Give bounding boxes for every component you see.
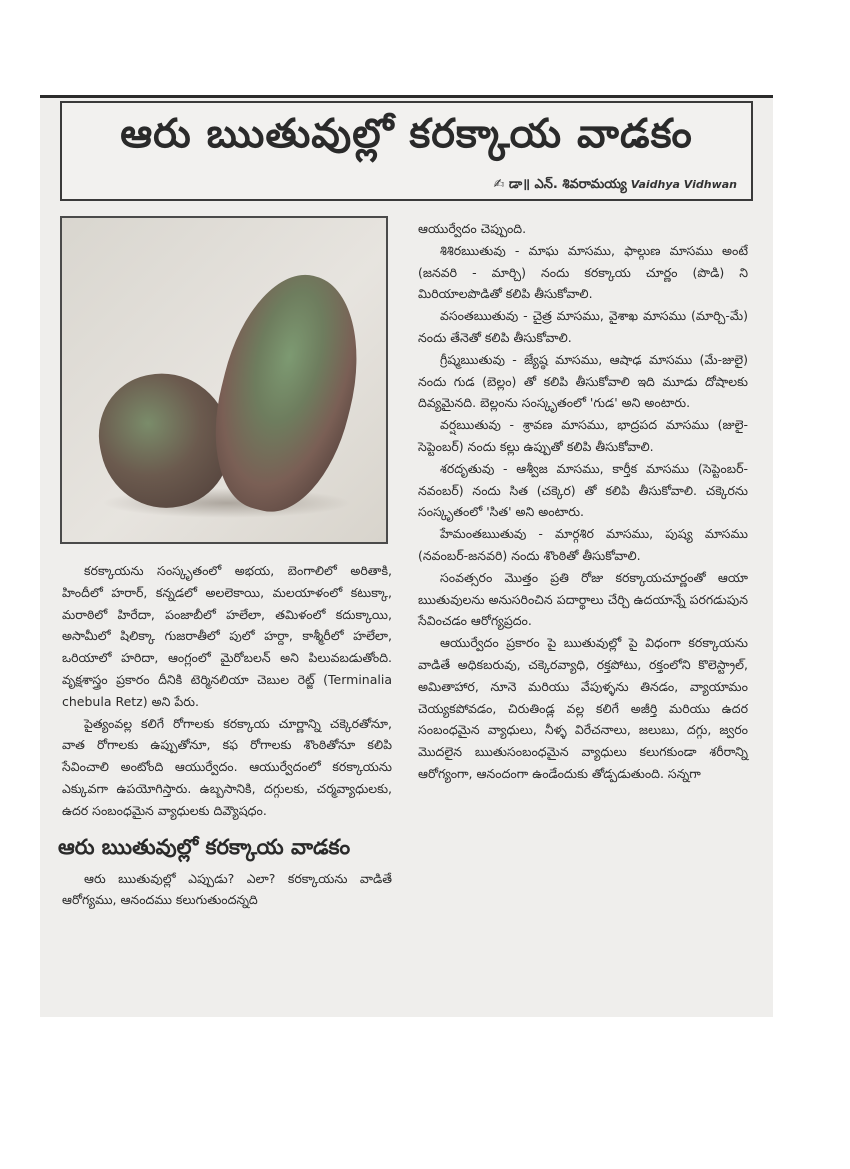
author-name: ✍ డా॥ ఎన్. శివరామయ్య — [493, 177, 627, 192]
paragraph: గ్రీష్మఋతువు - జ్యేష్ఠ మాసము, ఆషాఢ మాసము (మే-జులై) నందు గుడ (బెల్లం) తో కలిపి తీసుకోవాలి ఇది మూడు దోషాలకు దివ్యమైనది. బెల్లంను సంస్కృతంలో 'గుడ' అని అంటారు. — [418, 351, 748, 411]
top-rule — [40, 95, 773, 98]
paragraph: ఆయుర్వేదం చెప్పుంది. — [418, 221, 527, 236]
paragraph: వసంతఋతువు - చైత్ర మాసము, వైశాఖ మాసము (మార్చి-మే) నందు తేనెతో కలిపి తీసుకోవాలి. — [418, 308, 748, 345]
paragraph: ఆరు ఋతువుల్లో ఎప్పుడు? ఎలా? కరక్కాయను వాడితే ఆరోగ్యము, ఆనందము కలుగుతుందన్నది — [62, 870, 392, 908]
left-column — [58, 560, 392, 911]
headline-box — [60, 101, 753, 201]
paragraph: కరక్కాయను సంస్కృతంలో అభయ, బెంగాలిలో అరితాకి, హిందీలో హరార్, కన్నడలో అలలెకాయి, మలయాళంలో కటుక్కా, మరాఠిలో హిరేదా, పంజాబీలో హలేలా, తమిళంలో కదుక్కాయి, అసామీలో షిలిక్కా గుజరాతీలో పులో హర్దా, కాశ్మీరీలో హలేలా, ఒరియాలో హరిదా, ఆంగ్లంలో మైరోబలన్ అని పిలువబడుతోంది. వృక్షశాస్త్రం ప్రకారం దీనికి టెర్మినలియా చెబుల రెట్జ్ (Terminalia chebula Retz) అని పేరు. — [62, 563, 392, 709]
paragraph: శిశిరఋతువు - మాఘ మాసము, ఫాల్గుణ మాసము అంటే (జనవరి - మార్చి) నందు కరక్కాయ చూర్ణం (పొడి) ని మిరియాలపొడితో కలిపి తీసుకోవాలి. — [418, 242, 748, 302]
paragraph: హేమంతఋతువు - మార్గశిర మాసము, పుష్య మాసము (నవంబర్-జనవరి) నందు శొంఠితో తీసుకోవాలి. — [418, 526, 748, 563]
author-credential: Vaidhya Vidhwan — [630, 178, 737, 191]
paragraph: వర్షఋతువు - శ్రావణ మాసము, భాద్రపద మాసము (జులై-సెప్టెంబర్) నందు కల్లు ఉప్పుతో కలిపి తీసుకోవాలి. — [418, 417, 748, 454]
myrobalan-fruit-large — [195, 261, 379, 525]
subheading: ఆరు ఋతువుల్లో కరక్కాయ వాడకం — [58, 834, 351, 859]
paragraph: సంవత్సరం మొత్తం ప్రతి రోజు కరక్కాయచూర్ణంతో ఆయా ఋతువులను అనుసరించిన పదార్థాలు చేర్చి ఉదయాన్నే పరగడుపున సేవించడం ఆరోగ్యప్రదం. — [418, 569, 748, 629]
paragraph: శరదృతువు - ఆశ్వీజ మాసము, కార్తీక మాసము (సెప్టెంబర్-నవంబర్) నందు సిత (చక్కెర) తో కలిపి తీసుకోవాలి. చక్కెరను సంస్కృతంలో 'సిత' అని అంటారు. — [418, 460, 748, 520]
newspaper-clipping — [40, 95, 773, 1017]
headline: ఆరు ఋతువుల్లో కరక్కాయ వాడకం — [120, 111, 693, 157]
right-column — [418, 218, 748, 785]
myrobalan-photo — [60, 216, 388, 544]
byline — [494, 177, 737, 195]
paragraph: ఆయుర్వేదం ప్రకారం పై ఋతువుల్లో పై విధంగా కరక్కాయను వాడితే అధికబరువు, చక్కెరవ్యాధి, రక్తపోటు, రక్తంలోని కొలెస్ట్రాల్, అమితాహార, నూనె మరియు వేపుళ్ళను తినడం, వ్యాయామం చెయ్యకపోవడం, చిరుతిండ్ల వల్ల కలిగే అజీర్తి మరియు ఉదర సంబంధమైన వ్యాధులు, నీళ్ళ విరేచనాలు, జలుబు, దగ్గు, జ్వరం మొదలైన ఋతుసంబంధమైన వ్యాధులు కలుగకుండా శరీరాన్ని ఆరోగ్యంగా, ఆనందంగా ఉండేందుకు తోడ్పడుతుంది. సన్నగా — [418, 635, 748, 781]
paragraph: పైత్యంవల్ల కలిగే రోగాలకు కరక్కాయ చూర్ణాన్ని చక్కెరతోనూ, వాత రోగాలకు ఉప్పుతోనూ, కఫ రోగాలకు శొంఠితోనూ కలిపి సేవించాలి అంటోంది ఆయుర్వేదం. ఆయుర్వేదంలో కరక్కాయను ఎక్కువగా ఉపయోగిస్తారు. ఉబ్బసానికి, దగ్గులకు, చర్మవ్యాధులకు, ఉదర సంబంధమైన వ్యాధులకు దివ్యౌషధం. — [62, 715, 392, 818]
